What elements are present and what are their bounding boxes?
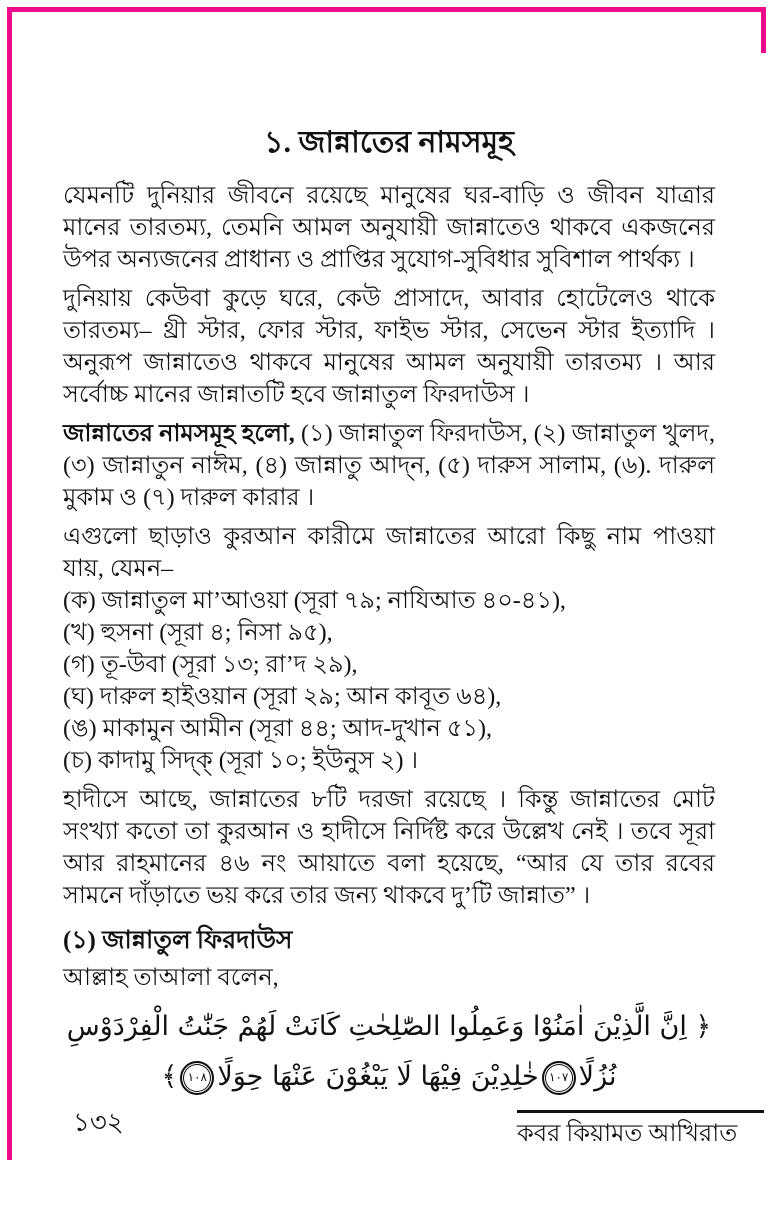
paragraph-jannah-names [63, 418, 715, 514]
footer-book-title: কবর কিয়ামত আখিরাত [517, 1110, 764, 1155]
jannah-names-lead-bold: জান্নাতের নামসমূহ হলো, [63, 421, 301, 447]
quran-verse-line2-start: نُزُلًا [578, 1061, 617, 1092]
list-item-uma: (ঙ) মাকামুন আমীন (সূরা ৪৪; আদ-দুখান ৫১), [63, 716, 492, 742]
list-item-cha: (চ) কাদামু সিদ্‌ক্ (সূরা ১০; ইউনুস ২) । [63, 748, 419, 774]
ayah-marker-107: ١٠٧ [542, 1061, 576, 1095]
list-item-gha: (ঘ) দারুল হাইওয়ান (সূরা ২৯; আন কাবূত ৬৪), [63, 684, 502, 710]
list-item-ka: (ক) জান্নাতুল মা’আওয়া (সূরা ৭৯; নাযিআত ৪০-৪১), [63, 588, 566, 614]
page-number: ১৩২ [73, 1108, 124, 1137]
quran-verse-line2-end: خٰلِدِيْنَ فِيْهَا لَا يَبْغُوْنَ عَنْهَا حِوَلًا [217, 1061, 539, 1092]
page-border-right-stub [761, 7, 766, 53]
section-heading-firdaus: (১) জান্নাতুল ফিরদাউস [63, 927, 293, 954]
page-content [63, 0, 715, 1102]
paragraph-dunya-comparison: দুনিয়ায় কেউবা কুড়ে ঘরে, কেউ প্রাসাদে, আবার হোটেলেও থাকে তারতম্য– থ্রী স্টার, ফোর স্টার, ফাইভ স্টার, সেভেন স্টার ইত্যাদি । অনুরূপ জান্নাতেও থাকবে মানুষের আমল অনুযায়ী তারতম্য । আর সর্বোচ্চ মানের জান্নাতটি হবে জান্নাতুল ফিরদাউস । [63, 286, 715, 408]
allah-says-lead-in: আল্লাহ তাআলা বলেন, [63, 965, 279, 991]
paragraph-intro: যেমনটি দুনিয়ার জীবনে রয়েছে মানুষের ঘর-বাড়ি ও জীবন যাত্রার মানের তারতম্য, তেমনি আমল অনুযায়ী জান্নাতেও থাকবে একজনের উপর অন্যজনের প্রাধান্য ও প্রাপ্তির সুযোগ-সুবিধার সুবিশাল পার্থক্য । [63, 183, 715, 273]
paragraph-more-names-intro: এগুলো ছাড়াও কুরআন কারীমে জান্নাতের আরো কিছু নাম পাওয়া যায়, যেমন– [63, 524, 715, 582]
ornate-close-bracket: ﴾ [161, 1061, 178, 1092]
paragraph-hadith-doors: হাদীসে আছে, জান্নাতের ৮টি দরজা রয়েছে । কিন্তু জান্নাতের মোট সংখ্যা কতো তা কুরআন ও হাদীসে নির্দিষ্ট করে উল্লেখ নেই । তবে সূরা আর রাহমানের ৪৬ নং আয়াতে বলা হয়েছে, “আর যে তার রবের সামনে দাঁড়াতে ভয় করে তার জন্য থাকবে দু’টি জান্নাত” । [63, 787, 715, 909]
list-item-ga: (গ) তূ-উবা (সূরা ১৩; রা’দ ২৯), [63, 652, 358, 678]
list-item-kha: (খ) হুসনা (সূরা ৪; নিসা ৯৫), [63, 620, 333, 646]
ayah-marker-108: ١٠٨ [180, 1061, 214, 1095]
jannah-names-list-inline: (১) জান্নাতুল ফিরদাউস, (২) জান্নাতুল খুলদ, (৩) জান্নাতুন নাঈম, (৪) জান্নাতু আদ্‌ন, (৫) দারুস সালাম, (৬). দারুল মুকাম ও (৭) দারুল কারার । [63, 421, 715, 511]
quran-verse-line1: ﴿ اِنَّ الَّذِيْنَ اٰمَنُوْا وَعَمِلُوا الصّٰلِحٰتِ كَانَتْ لَهُمْ جَنّٰتُ الْفِرْدَوْسِ [66, 1011, 712, 1042]
chapter-title: ১. জান্নাতের নামসমূহ [264, 126, 514, 159]
quran-verse-arabic [63, 1002, 715, 1102]
quran-verse-line2 [63, 1052, 715, 1102]
